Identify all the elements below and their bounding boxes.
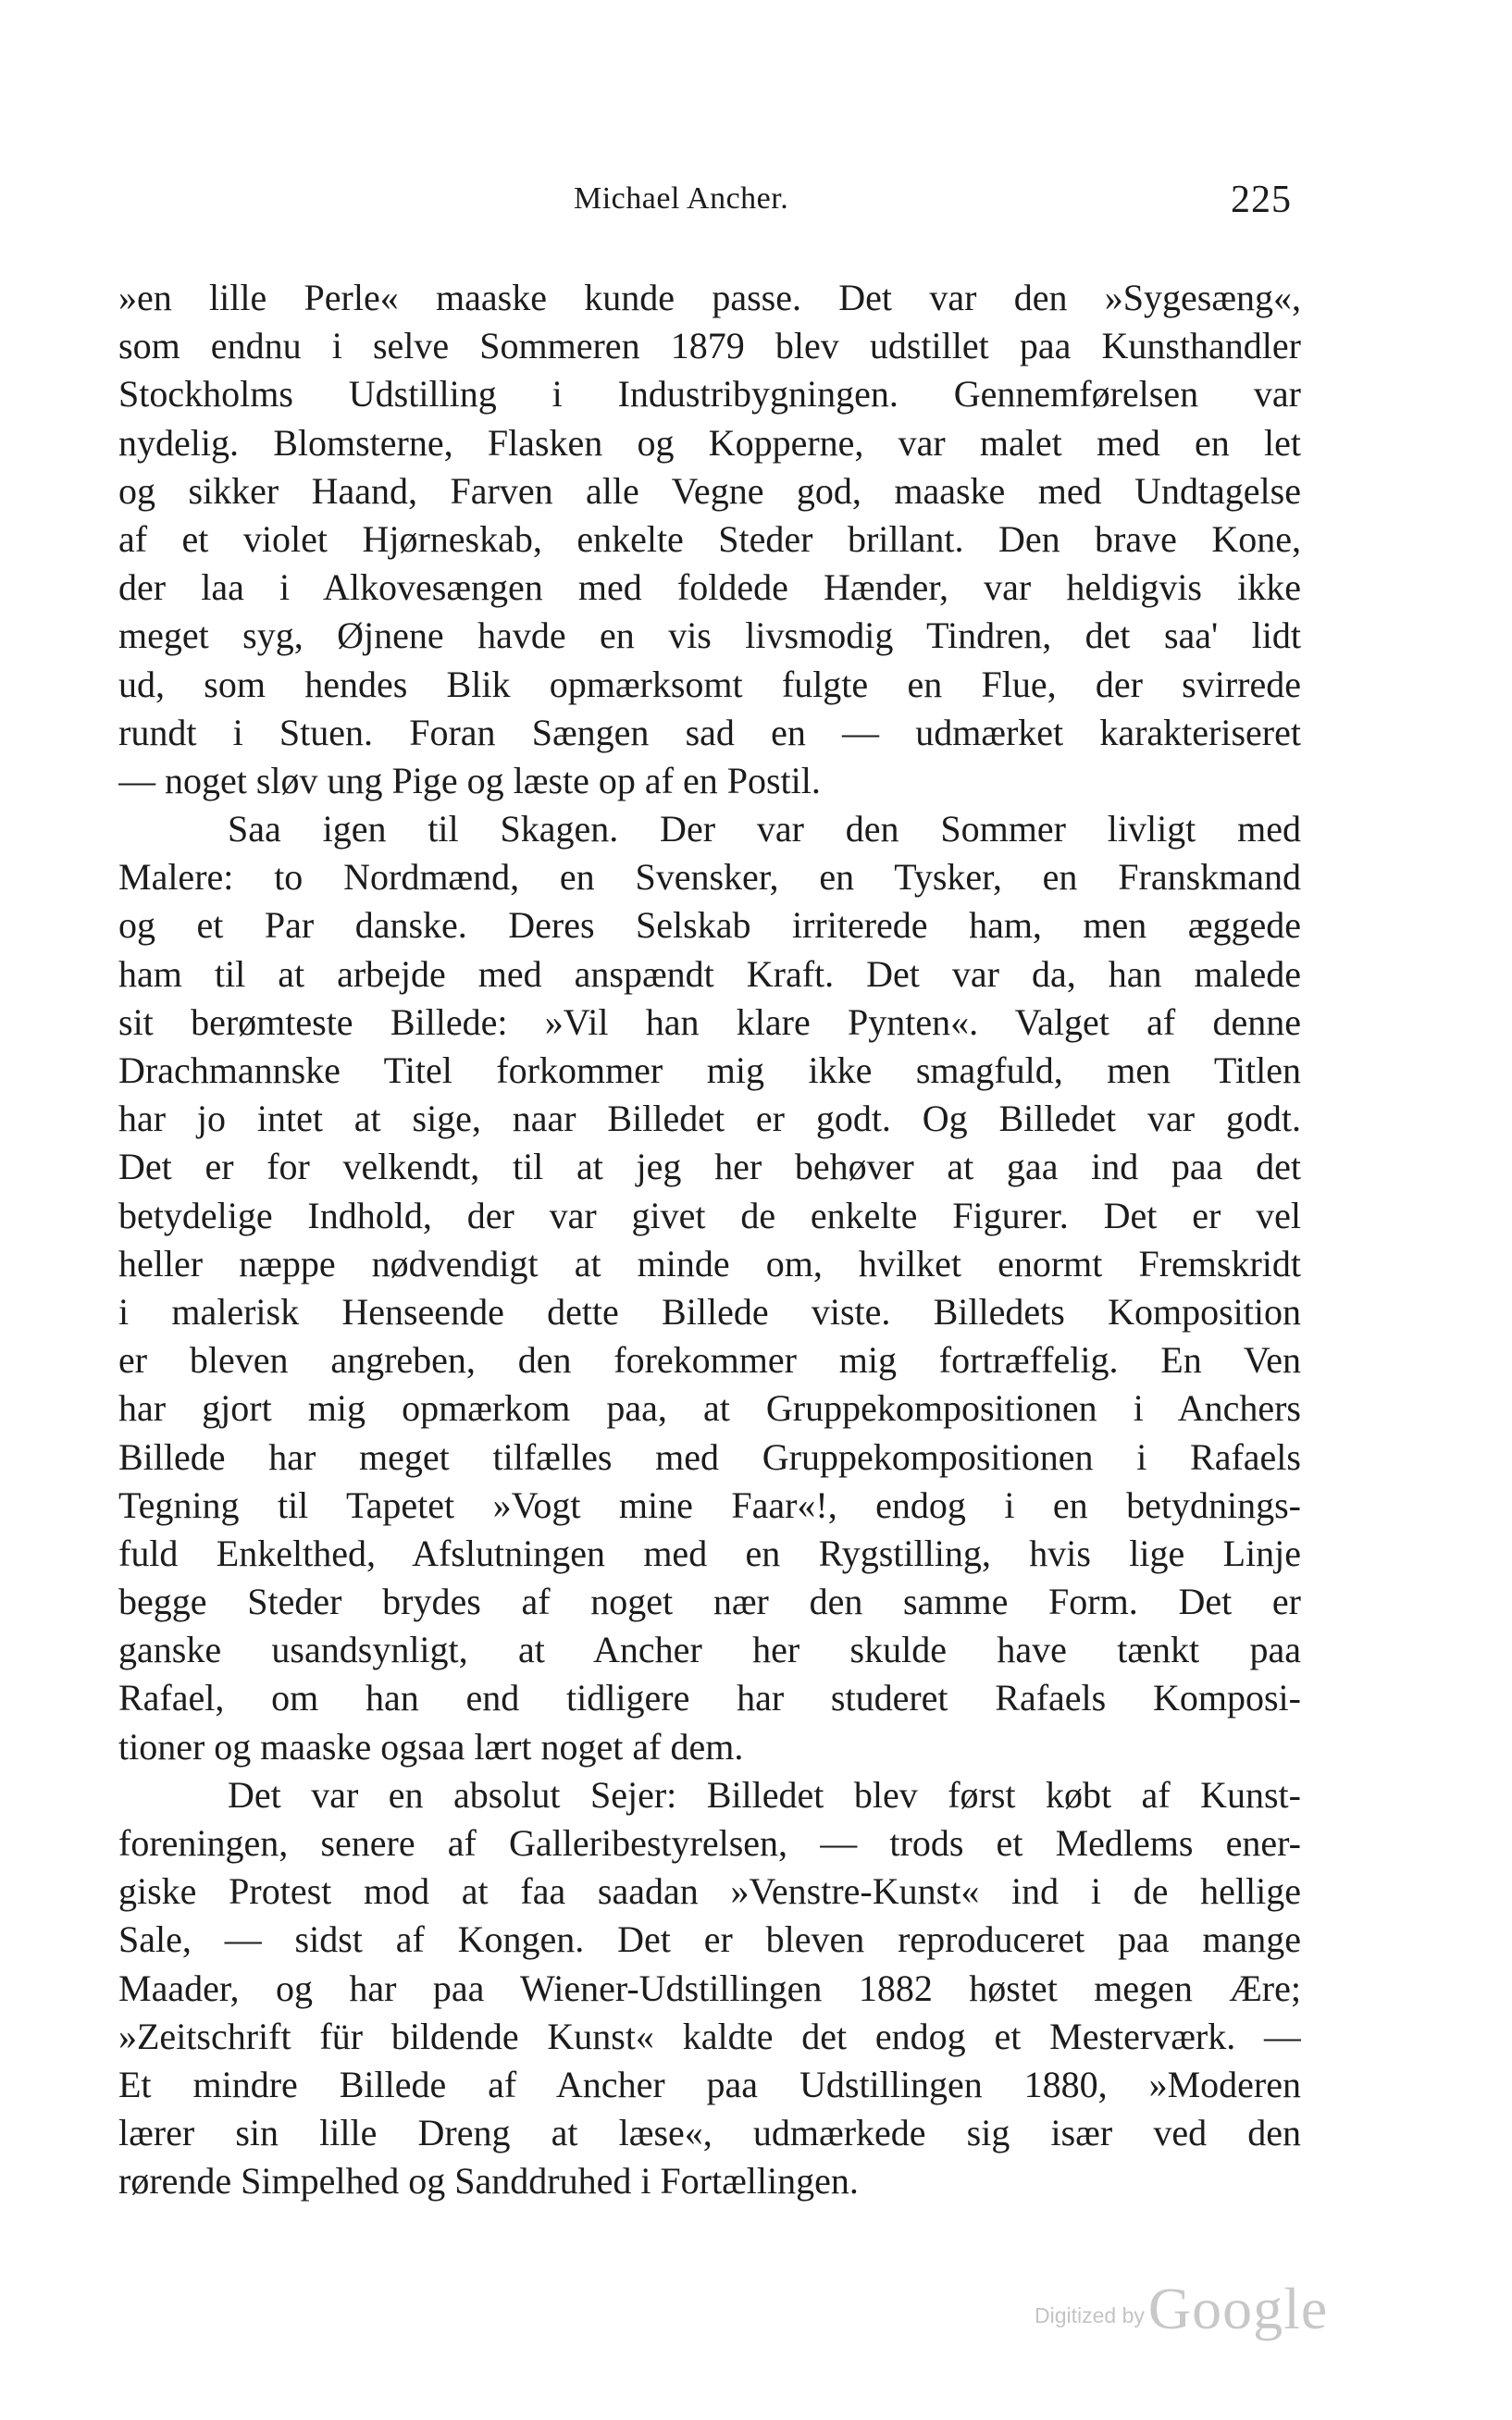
digitized-by-watermark xyxy=(1035,2275,1328,2349)
text-line: ham til at arbejde med anspændt Kraft. Det var da, han malede xyxy=(118,952,1301,995)
text-line: har gjort mig opmærkom paa, at Gruppekompositionen i Anchers xyxy=(118,1387,1301,1430)
text-line: Drachmannske Titel forkommer mig ikke smagfuld, men Titlen xyxy=(118,1049,1301,1091)
text-line: begge Steder brydes af noget nær den samme Form. Det er xyxy=(118,1581,1301,1623)
text-line: betydelige Indhold, der var givet de enkelte Figurer. Det er vel xyxy=(118,1194,1301,1236)
text-line: Stockholms Udstilling i Industribygningen. Gennemførelsen var xyxy=(118,373,1301,416)
text-line: meget syg, Øjnene havde en vis livsmodig Tindren, det saa' lidt xyxy=(118,614,1301,657)
running-head xyxy=(0,181,1512,237)
text-line: Det var en absolut Sejer: Billedet blev først købt af Kunst- xyxy=(228,1773,1301,1816)
text-line: Et mindre Billede af Ancher paa Udstillingen 1880, »Moderen xyxy=(118,2063,1301,2105)
text-line: Malere: to Nordmænd, en Svensker, en Tysker, en Franskmand xyxy=(118,856,1301,899)
text-line: rundt i Stuen. Foran Sængen sad en — udmærket karakteriseret xyxy=(118,711,1301,753)
text-line: af et violet Hjørneskab, enkelte Steder brillant. Den brave Kone, xyxy=(118,517,1301,560)
text-line: Saa igen til Skagen. Der var den Sommer livligt med xyxy=(228,808,1301,850)
text-line: tioner og maaske ogsaa lært noget af dem. xyxy=(118,1725,744,1768)
text-line: rørende Simpelhed og Sanddruhed i Fortællingen. xyxy=(118,2160,859,2203)
text-line: sit berømteste Billede: »Vil han klare Pynten«. Valget af denne xyxy=(118,1000,1301,1043)
text-line: som endnu i selve Sommeren 1879 blev udstillet paa Kunsthandler xyxy=(118,325,1301,367)
text-line: »Zeitschrift für bildende Kunst« kaldte det endog et Mesterværk. — xyxy=(118,2015,1301,2057)
text-line: er bleven angreben, den forekommer mig fortræffelig. En Ven xyxy=(118,1339,1301,1382)
text-line: ganske usandsynligt, at Ancher her skulde have tænkt paa xyxy=(118,1629,1301,1671)
text-line: Det er for velkendt, til at jeg her behøver at gaa ind paa det xyxy=(118,1146,1301,1188)
text-line: ud, som hendes Blik opmærksomt fulgte en Flue, der svirrede xyxy=(118,663,1301,705)
digitized-by-label: Digitized by xyxy=(1035,2303,1145,2327)
text-line: — noget sløv ung Pige og læste op af en Postil. xyxy=(118,759,821,801)
text-line: nydelig. Blomsterne, Flasken og Kopperne, var malet med en let xyxy=(118,421,1301,464)
text-line: og sikker Haand, Farven alle Vegne god, maaske med Undtagelse xyxy=(118,469,1301,512)
text-line: har jo intet at sige, naar Billedet er godt. Og Billedet var godt. xyxy=(118,1098,1301,1140)
text-line: Sale, — sidst af Kongen. Det er bleven reproduceret paa mange xyxy=(118,1918,1301,1961)
text-line: Billede har meget tilfælles med Gruppekompositionen i Rafaels xyxy=(118,1435,1301,1478)
text-line: der laa i Alkovesængen med foldede Hænder, var heldigvis ikke xyxy=(118,566,1301,609)
text-line: Maader, og har paa Wiener-Udstillingen 1882 høstet megen Ære; xyxy=(118,1967,1301,2009)
text-line: giske Protest mod at faa saadan »Venstre-Kunst« ind i de hellige xyxy=(118,1870,1301,1913)
text-line: Tegning til Tapetet »Vogt mine Faar«!, endog i en betydnings- xyxy=(118,1483,1301,1526)
text-line: heller næppe nødvendigt at minde om, hvilket enormt Fremskridt xyxy=(118,1242,1301,1284)
page-number: 225 xyxy=(1231,179,1292,221)
body-text xyxy=(118,274,1301,2206)
text-line: lærer sin lille Dreng at læse«, udmærkede sig især ved den xyxy=(118,2112,1301,2154)
text-line: »en lille Perle« maaske kunde passe. Det var den »Sygesæng«, xyxy=(118,277,1301,318)
running-title: Michael Ancher. xyxy=(574,181,789,216)
text-line: i malerisk Henseende dette Billede viste. Billedets Komposition xyxy=(118,1290,1301,1333)
text-line: foreningen, senere af Galleribestyrelsen, — trods et Medlems ener- xyxy=(118,1822,1301,1864)
text-line: og et Par danske. Deres Selskab irriterede ham, men æggede xyxy=(118,904,1301,947)
google-logo: Google xyxy=(1147,2276,1329,2341)
text-line: fuld Enkelthed, Afslutningen med en Rygstilling, hvis lige Linje xyxy=(118,1532,1301,1574)
text-line: Rafael, om han end tidligere har studeret Rafaels Komposi- xyxy=(118,1677,1301,1719)
